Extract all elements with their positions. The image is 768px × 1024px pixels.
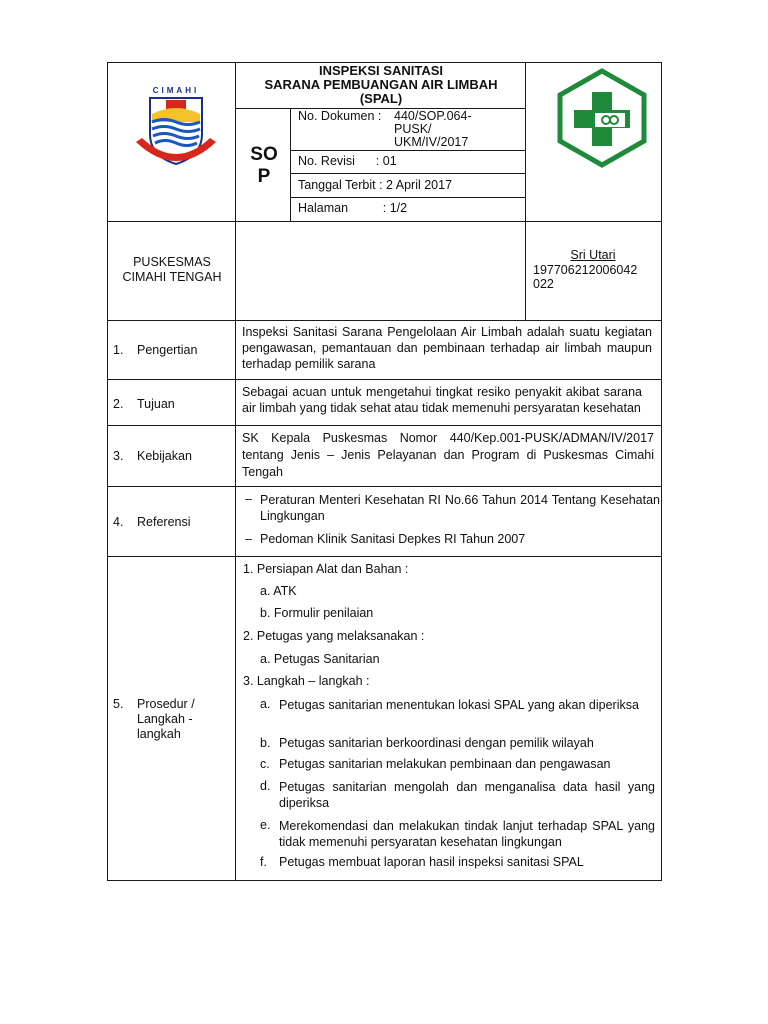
step-3c-text: Petugas sanitarian melakukan pembinaan dan pengawasan bbox=[279, 757, 611, 771]
section-3-text: SK Kepala Puskesmas Nomor 440/Kep.001-PUSK/ADMAN/IV/2017 tentang Jenis – Jenis Pelayanan dan Program di Puskesmas Cimahi Tengah bbox=[242, 431, 654, 479]
step-3e-mark: e. bbox=[260, 818, 271, 832]
doc-no-value-1: 440/SOP.064- bbox=[394, 109, 472, 123]
signer-name: Sri Utari bbox=[570, 248, 616, 262]
step-2-heading: 2. Petugas yang melaksanakan : bbox=[243, 629, 425, 643]
step-1-heading: 1. Persiapan Alat dan Bahan : bbox=[243, 562, 409, 576]
puskesmas-logo bbox=[555, 68, 650, 168]
section-4-label: Referensi bbox=[137, 515, 191, 529]
step-3b-text: Petugas sanitarian berkoordinasi dengan pemilik wilayah bbox=[279, 736, 594, 750]
signer-nip-2: 022 bbox=[533, 277, 554, 291]
step-3d-mark: d. bbox=[260, 779, 271, 793]
svg-text:CIMAHI: CIMAHI bbox=[152, 86, 200, 95]
sop-label-1: SO bbox=[250, 144, 278, 165]
doc-no-label: No. Dokumen : bbox=[298, 109, 382, 123]
section-2-text: Sebagai acuan untuk mengetahui tingkat resiko penyakit akibat sarana air limbah yang tidak sehat atau tidak memenuhi persyaratan kesehatan bbox=[242, 385, 642, 415]
revision-number: No. Revisi : 01 bbox=[298, 154, 397, 168]
org-name-2: CIMAHI TENGAH bbox=[122, 270, 222, 284]
section-1-number: 1. bbox=[113, 343, 124, 357]
sop-label-2: P bbox=[257, 166, 271, 187]
reference-item-1: Peraturan Menteri Kesehatan RI No.66 Tahun 2014 Tentang Kesehatan Lingkungan bbox=[260, 493, 660, 523]
step-3b-mark: b. bbox=[260, 736, 271, 750]
section-5-number: 5. bbox=[113, 697, 124, 711]
step-3e-text: Merekomendasi dan melakukan tindak lanjut terhadap SPAL yang tidak memenuhi persyaratan kesehatan lingkungan bbox=[279, 819, 655, 849]
section-5-label-1: Prosedur / bbox=[137, 697, 195, 711]
org-name-1: PUSKESMAS bbox=[133, 255, 211, 269]
issue-date: Tanggal Terbit : 2 April 2017 bbox=[298, 178, 453, 192]
step-3-heading: 3. Langkah – langkah : bbox=[243, 674, 370, 688]
section-3-number: 3. bbox=[113, 449, 124, 463]
section-5-label-2: Langkah - bbox=[137, 712, 193, 726]
doc-no-value-3: UKM/IV/2017 bbox=[394, 135, 469, 149]
section-2-number: 2. bbox=[113, 397, 124, 411]
section-5-label-3: langkah bbox=[137, 727, 181, 741]
step-2a: a. Petugas Sanitarian bbox=[260, 652, 380, 666]
dash-bullet-icon: – bbox=[245, 492, 252, 506]
step-3c-mark: c. bbox=[260, 757, 270, 771]
step-3d-text: Petugas sanitarian mengolah dan menganalisa data hasil yang diperiksa bbox=[279, 780, 655, 810]
title-line-3: (SPAL) bbox=[359, 91, 403, 106]
doc-no-value-2: PUSK/ bbox=[394, 122, 432, 136]
reference-item-2: Pedoman Klinik Sanitasi Depkes RI Tahun 2007 bbox=[260, 532, 526, 546]
section-3-label: Kebijakan bbox=[137, 449, 192, 463]
cimahi-logo bbox=[130, 84, 222, 172]
step-1b: b. Formulir penilaian bbox=[260, 606, 374, 620]
section-1-text: Inspeksi Sanitasi Sarana Pengelolaan Air Limbah adalah suatu kegiatan pengawasan, pemantauan dan pembinaan terhadap air limbah maupun terhadap pemilik sarana bbox=[242, 325, 652, 371]
title-line-1: INSPEKSI SANITASI bbox=[318, 63, 443, 78]
step-1a: a. ATK bbox=[260, 584, 297, 598]
step-3f-mark: f. bbox=[260, 855, 267, 869]
step-3f-text: Petugas membuat laporan hasil inspeksi sanitasi SPAL bbox=[279, 855, 584, 869]
section-2-label: Tujuan bbox=[137, 397, 175, 411]
step-3a-mark: a. bbox=[260, 697, 271, 711]
section-1-label: Pengertian bbox=[137, 343, 198, 357]
section-4-number: 4. bbox=[113, 515, 124, 529]
page-number: Halaman : 1/2 bbox=[298, 201, 408, 215]
dash-bullet-icon: – bbox=[245, 532, 252, 546]
step-3a-text: Petugas sanitarian menentukan lokasi SPAL yang akan diperiksa bbox=[279, 698, 639, 712]
signer-nip-1: 197706212006042 bbox=[533, 263, 638, 277]
title-line-2: SARANA PEMBUANGAN AIR LIMBAH bbox=[264, 77, 498, 92]
